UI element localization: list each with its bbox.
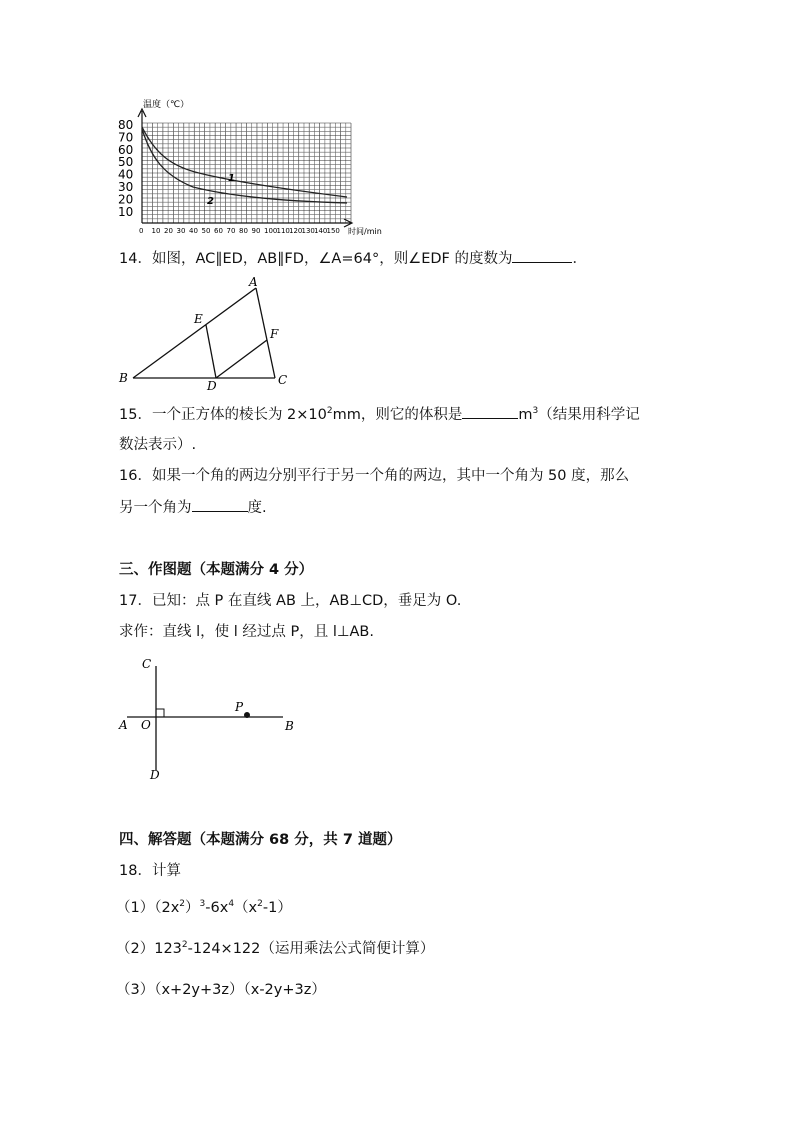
label-b: B (285, 719, 294, 733)
x-tick-label: 20 (164, 227, 173, 235)
question-17-line-1: 17．已知：点 P 在直线 AB 上，AB⊥CD，垂足为 O. (119, 593, 462, 609)
question-15-line-2: 数法表示）. (119, 437, 197, 453)
label-d: D (150, 768, 160, 782)
point-label-c: C (278, 373, 288, 387)
question-14: 14．如图，AC∥ED，AB∥FD，∠A=64°，则∠EDF 的度数为 ． (119, 248, 587, 269)
right-angle-mark (156, 709, 164, 717)
x-tick-label: 10 (151, 227, 161, 235)
label-o: O (141, 718, 151, 732)
question-16-line-2: 另一个角为 度. (119, 497, 267, 518)
x-tick-label: 110 (276, 227, 290, 235)
x-tick-label: 90 (251, 227, 261, 235)
x-tick-label: 60 (214, 227, 223, 235)
x-tick-label: 40 (189, 227, 198, 235)
temperature-graph (115, 95, 395, 240)
graph-x-ticks (139, 227, 340, 235)
x-tick-label: 80 (239, 227, 248, 235)
answer-blank-14[interactable] (512, 248, 572, 263)
x-tick-label: 150 (326, 227, 340, 235)
label-p: P (235, 700, 244, 714)
graph-y-ticks (118, 118, 133, 219)
x-tick-label: 0 (139, 227, 144, 235)
point-label-e: E (194, 312, 203, 326)
x-tick-label: 140 (314, 227, 328, 235)
segment-df (216, 340, 267, 378)
y-tick-label: 50 (118, 155, 134, 170)
question-18-part-3: （3）（x+2y+3z）（x-2y+3z） (116, 982, 326, 998)
section-4-heading: 四、解答题（本题满分 68 分，共 7 道题） (119, 832, 402, 848)
question-16-line-1: 16．如果一个角的两边分别平行于另一个角的两边，其中一个角为 50 度，那么 (119, 468, 630, 484)
y-tick-label: 10 (118, 204, 134, 219)
y-tick-label: 80 (118, 118, 134, 132)
point-p-dot (244, 712, 250, 718)
label-c: C (142, 657, 152, 671)
point-label-a: A (249, 275, 258, 289)
segment-ab (133, 288, 256, 378)
question-18-title: 18．计算 (119, 863, 181, 879)
point-label-b: B (119, 371, 128, 385)
question-18-part-1: $(1)(2x^2)^3-6x^4(x^2-1)$ (116, 899, 292, 916)
x-tick-label: 30 (176, 227, 186, 235)
graph-curve-1 (142, 127, 347, 197)
y-tick-label: 30 (118, 180, 134, 194)
point-label-f: F (270, 327, 279, 341)
perpendicular-figure (115, 652, 305, 787)
graph-grid (142, 123, 351, 223)
question-15-line-1: 15．一个正方体的棱长为 $2\times 10^2mm$，则它的体积是 $m^3$（结果用科学记 (119, 406, 640, 423)
answer-blank-16[interactable] (192, 497, 248, 512)
x-tick-label: 50 (201, 227, 211, 235)
y-tick-label: 20 (118, 192, 134, 207)
graph-y-axis-label: 温度（℃） (143, 100, 190, 110)
y-tick-label: 40 (118, 167, 134, 182)
label-a: A (119, 718, 128, 732)
question-17-line-2: 求作：直线 l，使 l 经过点 P，且 l⊥AB. (119, 624, 374, 640)
graph-curve-1-label: 1 (228, 173, 235, 184)
point-label-d: D (207, 379, 217, 392)
y-tick-label: 60 (118, 142, 134, 157)
x-tick-label: 130 (301, 227, 315, 235)
x-tick-label: 100 (264, 227, 278, 235)
graph-curve-2-label: 2 (207, 196, 214, 207)
triangle-figure (115, 272, 300, 392)
x-tick-label: 70 (226, 227, 236, 235)
question-18-part-2: $(2)123^2-124\times 122$（运用乘法公式简便计算） (116, 940, 435, 957)
y-tick-label: 70 (118, 130, 134, 145)
x-tick-label: 120 (289, 227, 303, 235)
section-3-heading: 三、作图题（本题满分 4 分） (119, 562, 314, 578)
graph-x-axis-label: 时间/min (348, 227, 382, 236)
segment-ed (206, 325, 216, 378)
graph-curve-2 (142, 129, 347, 203)
question-14-text: 14．如图，AC∥ED，AB∥FD，∠A=64°，则∠EDF 的度数为 (119, 251, 513, 267)
answer-blank-15[interactable] (462, 404, 518, 419)
